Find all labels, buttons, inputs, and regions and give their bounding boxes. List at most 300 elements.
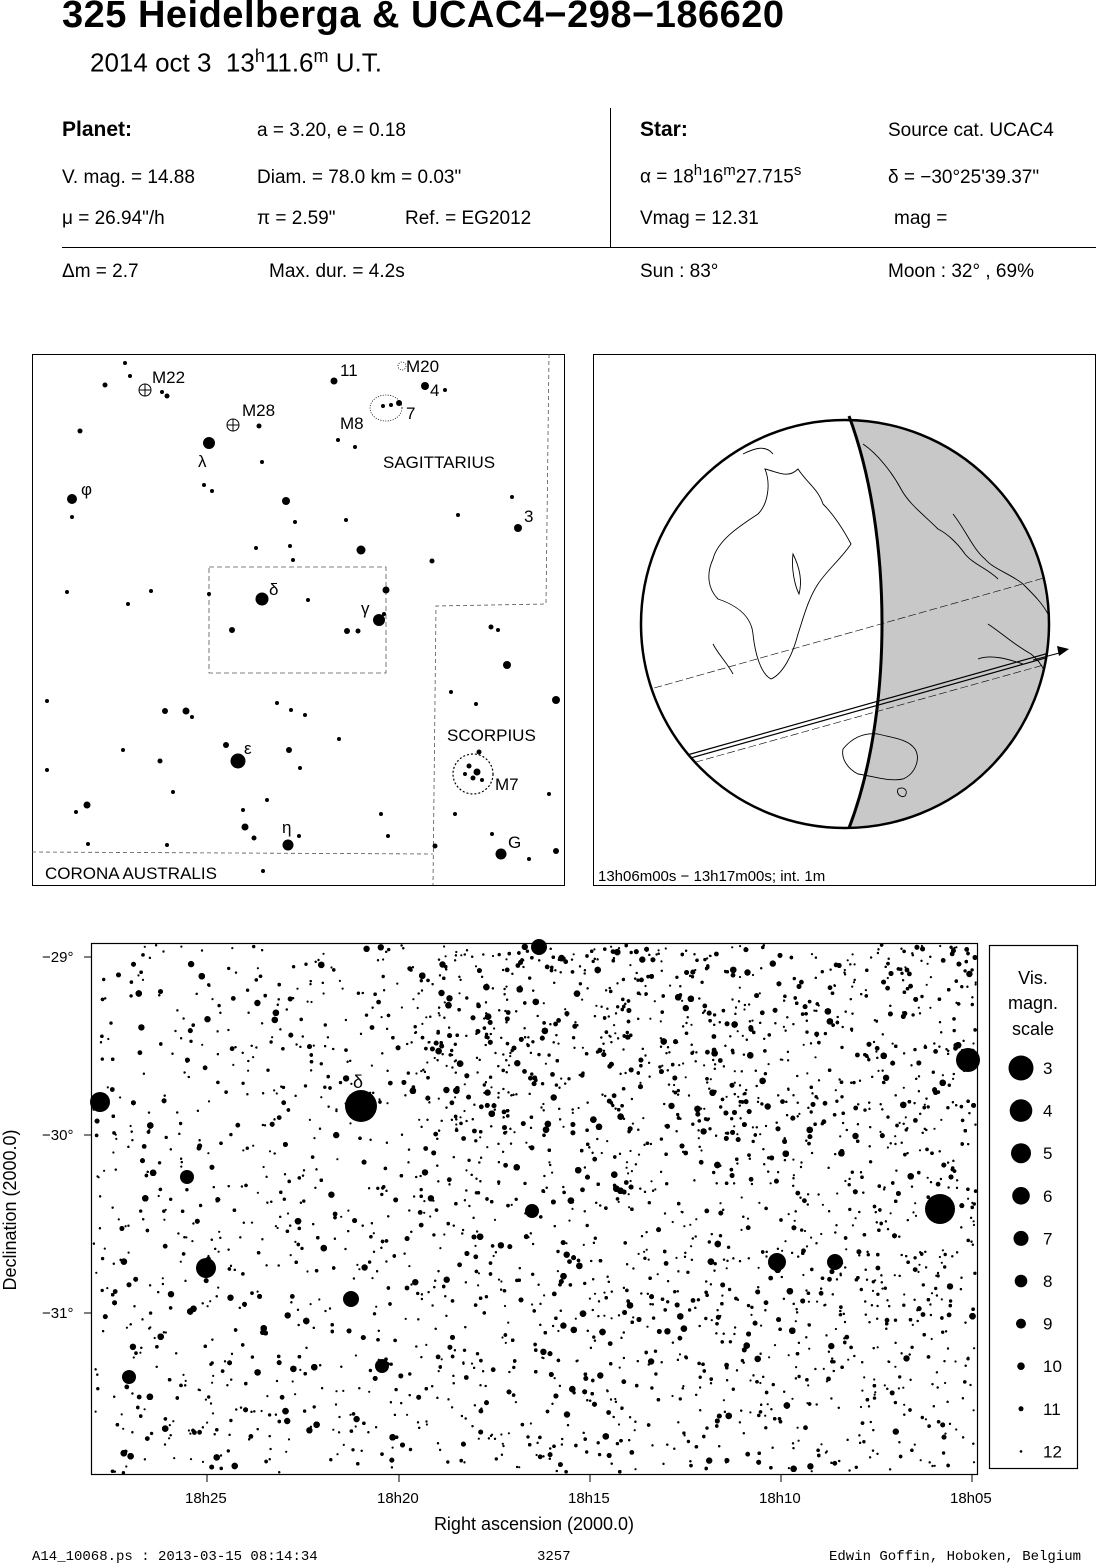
field-star <box>768 1356 770 1358</box>
field-star <box>119 1096 121 1098</box>
field-star <box>252 1056 254 1058</box>
field-star <box>954 1360 956 1362</box>
field-star <box>828 1343 834 1349</box>
field-star <box>169 1424 171 1426</box>
field-star <box>827 1277 832 1282</box>
field-star <box>525 1142 527 1144</box>
field-star <box>695 1218 697 1220</box>
field-star <box>619 1367 621 1369</box>
field-star <box>877 1346 879 1348</box>
field-star <box>438 1098 440 1100</box>
field-star <box>211 998 213 1000</box>
field-star <box>227 1449 230 1452</box>
field-star <box>459 1116 461 1118</box>
field-star <box>912 1211 914 1213</box>
field-star <box>921 1416 924 1419</box>
field-star <box>322 953 324 955</box>
field-star <box>810 1110 813 1113</box>
event-date: 2014 oct 3 <box>90 47 212 78</box>
field-star <box>931 1292 933 1294</box>
field-star <box>190 1458 192 1460</box>
field-star <box>643 1251 645 1253</box>
field-star <box>217 1004 220 1007</box>
field-star <box>689 1224 691 1226</box>
field-star <box>749 1177 754 1182</box>
field-star <box>562 1126 564 1128</box>
field-star <box>180 1166 182 1168</box>
field-star <box>388 1081 393 1086</box>
field-star <box>444 1001 446 1003</box>
field-star <box>185 1380 187 1382</box>
field-star <box>634 1468 636 1470</box>
field-star <box>703 958 706 961</box>
field-star <box>197 1430 202 1435</box>
field-star <box>629 964 631 966</box>
field-star <box>915 1215 917 1217</box>
field-star <box>313 1405 316 1408</box>
field-star <box>276 1092 278 1094</box>
field-star <box>853 981 855 983</box>
field-star <box>309 1119 311 1121</box>
field-star <box>606 1140 608 1142</box>
field-star <box>851 986 853 988</box>
field-star <box>708 1127 711 1130</box>
field-star <box>816 1301 818 1303</box>
field-star <box>465 1169 467 1171</box>
field-star <box>691 1298 696 1303</box>
field-star <box>207 1152 209 1154</box>
field-star <box>207 1305 209 1307</box>
m20-label: M20 <box>406 357 440 376</box>
field-star <box>708 1240 711 1243</box>
epsilon-label: ε <box>244 739 252 758</box>
field-star <box>414 1025 417 1028</box>
field-star <box>396 983 398 985</box>
field-star <box>299 1369 301 1371</box>
field-star <box>318 1298 320 1300</box>
field-star <box>554 1377 556 1379</box>
field-star <box>358 1268 360 1270</box>
field-star <box>336 1453 338 1455</box>
field-star <box>112 1151 114 1153</box>
star-7-label: 7 <box>406 404 416 423</box>
field-star <box>885 1318 890 1323</box>
field-star <box>913 1118 918 1123</box>
field-star <box>583 1282 586 1285</box>
field-star <box>658 949 660 951</box>
field-star <box>188 961 194 967</box>
field-star <box>125 1225 127 1227</box>
field-star <box>242 1149 244 1151</box>
field-star <box>95 1411 97 1413</box>
field-star <box>740 1229 742 1231</box>
field-star <box>898 1375 901 1378</box>
field-star <box>772 1383 775 1386</box>
field-star <box>351 1448 354 1451</box>
field-star <box>747 1304 750 1307</box>
field-star <box>705 1050 710 1055</box>
field-star <box>556 1250 559 1253</box>
field-star <box>885 986 890 991</box>
field-star <box>894 1274 896 1276</box>
field-star <box>543 1294 545 1296</box>
field-star <box>811 1470 813 1472</box>
moon-info: Moon : 32° , 69% <box>888 261 1034 282</box>
field-star <box>852 953 854 955</box>
field-star <box>745 1452 750 1457</box>
field-star <box>557 1270 559 1272</box>
field-star <box>441 1358 443 1360</box>
field-star <box>471 1363 473 1365</box>
field-star <box>700 1128 706 1134</box>
field-star <box>820 1233 822 1235</box>
field-star <box>770 1182 772 1184</box>
field-star <box>564 1008 566 1010</box>
field-star <box>423 1146 428 1151</box>
field-star <box>848 1208 851 1211</box>
field-star <box>616 1005 619 1008</box>
field-star <box>523 1182 526 1185</box>
field-star <box>606 1410 611 1415</box>
field-star <box>564 1252 570 1258</box>
field-star <box>941 1298 943 1300</box>
field-star <box>418 1210 423 1215</box>
field-star <box>624 1180 629 1185</box>
field-star <box>918 1264 920 1266</box>
field-star <box>731 946 733 948</box>
field-star <box>593 948 595 950</box>
field-star <box>702 1004 707 1009</box>
field-star <box>664 1328 670 1334</box>
field-star <box>594 1237 597 1240</box>
field-star <box>883 1075 889 1081</box>
field-star <box>652 1316 655 1319</box>
field-star <box>328 1192 334 1198</box>
field-star <box>392 1447 394 1449</box>
field-star <box>483 1083 486 1086</box>
field-star <box>920 1459 922 1461</box>
field-star <box>840 1046 843 1049</box>
field-star <box>464 1375 469 1380</box>
field-star <box>307 1001 309 1003</box>
field-star <box>836 1192 838 1194</box>
field-star <box>794 1220 796 1222</box>
field-star <box>115 1138 117 1140</box>
field-star <box>903 1087 905 1089</box>
field-star <box>739 976 741 978</box>
field-star <box>699 1376 702 1379</box>
field-star <box>512 1366 515 1369</box>
field-star <box>682 1431 685 1434</box>
field-star <box>573 953 575 955</box>
field-star <box>302 1199 305 1202</box>
lambda-label: λ <box>198 452 207 471</box>
field-star <box>912 1324 914 1326</box>
field-star <box>884 1384 886 1386</box>
field-star <box>342 988 344 990</box>
field-star <box>578 1107 580 1109</box>
field-star <box>917 1271 919 1273</box>
field-star <box>548 1161 550 1163</box>
field-star <box>944 1433 946 1435</box>
field-star <box>426 1423 428 1425</box>
field-star <box>421 1023 423 1025</box>
field-star <box>798 1113 800 1115</box>
field-star <box>603 1315 605 1317</box>
field-star <box>564 1411 570 1417</box>
field-star <box>840 1095 843 1098</box>
field-star <box>973 1272 976 1275</box>
field-star <box>324 1023 327 1026</box>
field-star <box>106 1287 108 1289</box>
field-star <box>168 1291 174 1297</box>
field-star <box>953 1029 956 1032</box>
field-star <box>390 1363 393 1366</box>
field-star <box>691 975 694 978</box>
field-star <box>939 1256 941 1258</box>
field-star <box>930 976 932 978</box>
field-star <box>703 1064 705 1066</box>
field-star <box>934 1287 937 1290</box>
field-star <box>109 1021 112 1024</box>
field-star <box>368 1391 370 1393</box>
field-star <box>887 1146 889 1148</box>
field-star <box>254 1000 260 1006</box>
field-star <box>632 1123 634 1125</box>
field-star <box>206 1422 208 1424</box>
field-star <box>966 971 972 977</box>
field-star <box>553 1022 558 1027</box>
field-star <box>811 953 813 955</box>
field-star <box>401 1006 403 1008</box>
field-star <box>347 1210 349 1212</box>
ra-h-unit: h <box>693 162 703 179</box>
field-star <box>142 979 144 981</box>
field-star <box>356 1264 358 1266</box>
field-star <box>671 1395 673 1397</box>
field-star <box>905 1116 907 1118</box>
field-star <box>805 1030 808 1033</box>
field-star <box>500 1433 502 1435</box>
field-star <box>370 1025 375 1030</box>
field-star <box>261 1410 263 1412</box>
field-star <box>446 1460 449 1463</box>
field-star <box>835 1089 837 1091</box>
field-star <box>702 1012 704 1014</box>
field-star <box>893 1428 899 1434</box>
field-star <box>173 1457 175 1459</box>
field-star <box>508 1432 510 1434</box>
field-star <box>638 1253 640 1255</box>
field-star <box>806 1072 808 1074</box>
field-star <box>806 1245 808 1247</box>
field-star <box>285 1451 287 1453</box>
planet-vmag: V. mag. = 14.88 <box>62 167 195 188</box>
field-star <box>144 1408 146 1410</box>
field-star <box>118 1218 120 1220</box>
field-star <box>420 979 423 982</box>
field-star <box>547 1053 550 1056</box>
field-star <box>502 1443 504 1445</box>
field-star <box>329 1458 332 1461</box>
field-star <box>154 1337 156 1339</box>
field-star <box>500 1280 502 1282</box>
field-star <box>472 1129 477 1134</box>
field-star <box>803 1044 805 1046</box>
field-star <box>683 1005 689 1011</box>
field-star <box>333 1212 338 1217</box>
field-star <box>498 1242 504 1248</box>
field-star <box>618 1201 620 1203</box>
field-star <box>376 1187 379 1190</box>
field-star <box>900 972 903 975</box>
event-datetime <box>90 46 382 79</box>
field-star <box>585 1450 588 1453</box>
field-star <box>941 1331 944 1334</box>
field-star <box>839 1314 841 1316</box>
field-star <box>861 1390 863 1392</box>
field-star <box>626 1167 628 1169</box>
field-star <box>138 1024 144 1030</box>
field-star <box>765 1103 771 1109</box>
field-star <box>349 1122 351 1124</box>
field-star <box>886 1115 889 1118</box>
field-star <box>683 1225 685 1227</box>
field-star <box>964 947 969 952</box>
field-star <box>207 1395 210 1398</box>
field-star <box>855 1053 860 1058</box>
field-star <box>719 1202 721 1204</box>
field-star <box>394 1388 397 1391</box>
field-star <box>438 1370 440 1372</box>
field-star <box>277 1115 282 1120</box>
star-right-ascension <box>640 162 801 188</box>
field-star <box>353 1416 359 1422</box>
field-star <box>665 1182 668 1185</box>
field-star <box>914 1202 916 1204</box>
field-star <box>252 945 255 948</box>
field-star <box>642 1117 644 1119</box>
field-star <box>371 1277 373 1279</box>
field-star <box>879 1131 881 1133</box>
field-star <box>791 1398 793 1400</box>
field-star <box>363 946 369 952</box>
field-star <box>649 1018 651 1020</box>
field-star <box>420 1188 423 1191</box>
field-star <box>675 976 678 979</box>
field-star <box>568 1220 570 1222</box>
field-star <box>557 1330 559 1332</box>
field-star <box>946 1106 949 1109</box>
field-star <box>369 1369 372 1372</box>
field-star <box>690 1024 692 1026</box>
field-star <box>271 1036 273 1038</box>
field-star <box>251 1222 253 1224</box>
field-star <box>475 965 477 967</box>
page-title: 325 Heidelberga & UCAC4−298−186620 <box>62 0 785 36</box>
field-star <box>658 1065 661 1068</box>
field-star <box>648 1201 651 1204</box>
field-star <box>690 1245 692 1247</box>
ra-hours: α = 18 <box>640 166 694 188</box>
field-star <box>571 1208 573 1210</box>
field-star <box>257 967 259 969</box>
time-suffix: U.T. <box>335 47 382 78</box>
field-star <box>446 995 452 1001</box>
field-star <box>721 1295 723 1297</box>
field-star <box>513 1131 515 1133</box>
field-star <box>802 1198 807 1203</box>
field-star <box>639 956 645 962</box>
field-star <box>706 957 708 959</box>
event-minute: 11.6 <box>264 47 314 78</box>
field-star <box>531 1273 534 1276</box>
field-star <box>506 1010 511 1015</box>
field-star <box>149 1311 152 1314</box>
field-star <box>764 1415 766 1417</box>
field-star <box>882 1081 885 1084</box>
field-star <box>373 1232 375 1234</box>
field-star <box>189 1040 192 1043</box>
field-star <box>736 1133 738 1135</box>
field-star <box>639 978 644 983</box>
field-star <box>873 1378 875 1380</box>
field-star <box>892 1043 894 1045</box>
field-star <box>813 1010 815 1012</box>
field-star <box>357 992 360 995</box>
field-star <box>767 1403 769 1405</box>
field-star <box>541 1082 544 1085</box>
field-star <box>502 1110 507 1115</box>
field-star <box>277 1227 279 1229</box>
field-star <box>913 1256 916 1259</box>
field-star <box>376 1000 381 1005</box>
field-star <box>185 1188 188 1191</box>
field-star <box>911 1013 914 1016</box>
field-star <box>975 983 977 985</box>
ra-m-unit: m <box>723 162 736 179</box>
field-star <box>719 1234 722 1237</box>
field-star <box>620 1408 622 1410</box>
field-star <box>943 1265 946 1268</box>
field-star <box>284 1418 290 1424</box>
field-star <box>252 1145 254 1147</box>
field-star <box>332 1429 334 1431</box>
field-star <box>936 1274 939 1277</box>
field-star <box>508 1064 510 1066</box>
field-star <box>726 1096 728 1098</box>
field-star <box>501 1336 503 1338</box>
field-star <box>543 1002 545 1004</box>
field-star <box>498 1279 500 1281</box>
field-star <box>597 1372 603 1378</box>
field-star <box>189 1433 191 1435</box>
field-star <box>751 1020 753 1022</box>
phi-label: φ <box>81 480 93 499</box>
field-star <box>386 1102 388 1104</box>
delta-mag: Δm = 2.7 <box>62 261 139 282</box>
field-star <box>894 1135 896 1137</box>
field-star <box>648 1259 650 1261</box>
field-star <box>860 1288 863 1291</box>
field-star <box>531 1040 534 1043</box>
field-star <box>191 1240 193 1242</box>
field-star <box>852 1224 854 1226</box>
field-star <box>528 1076 533 1081</box>
field-star <box>455 951 457 953</box>
field-star <box>551 1094 557 1100</box>
field-star <box>443 945 445 947</box>
